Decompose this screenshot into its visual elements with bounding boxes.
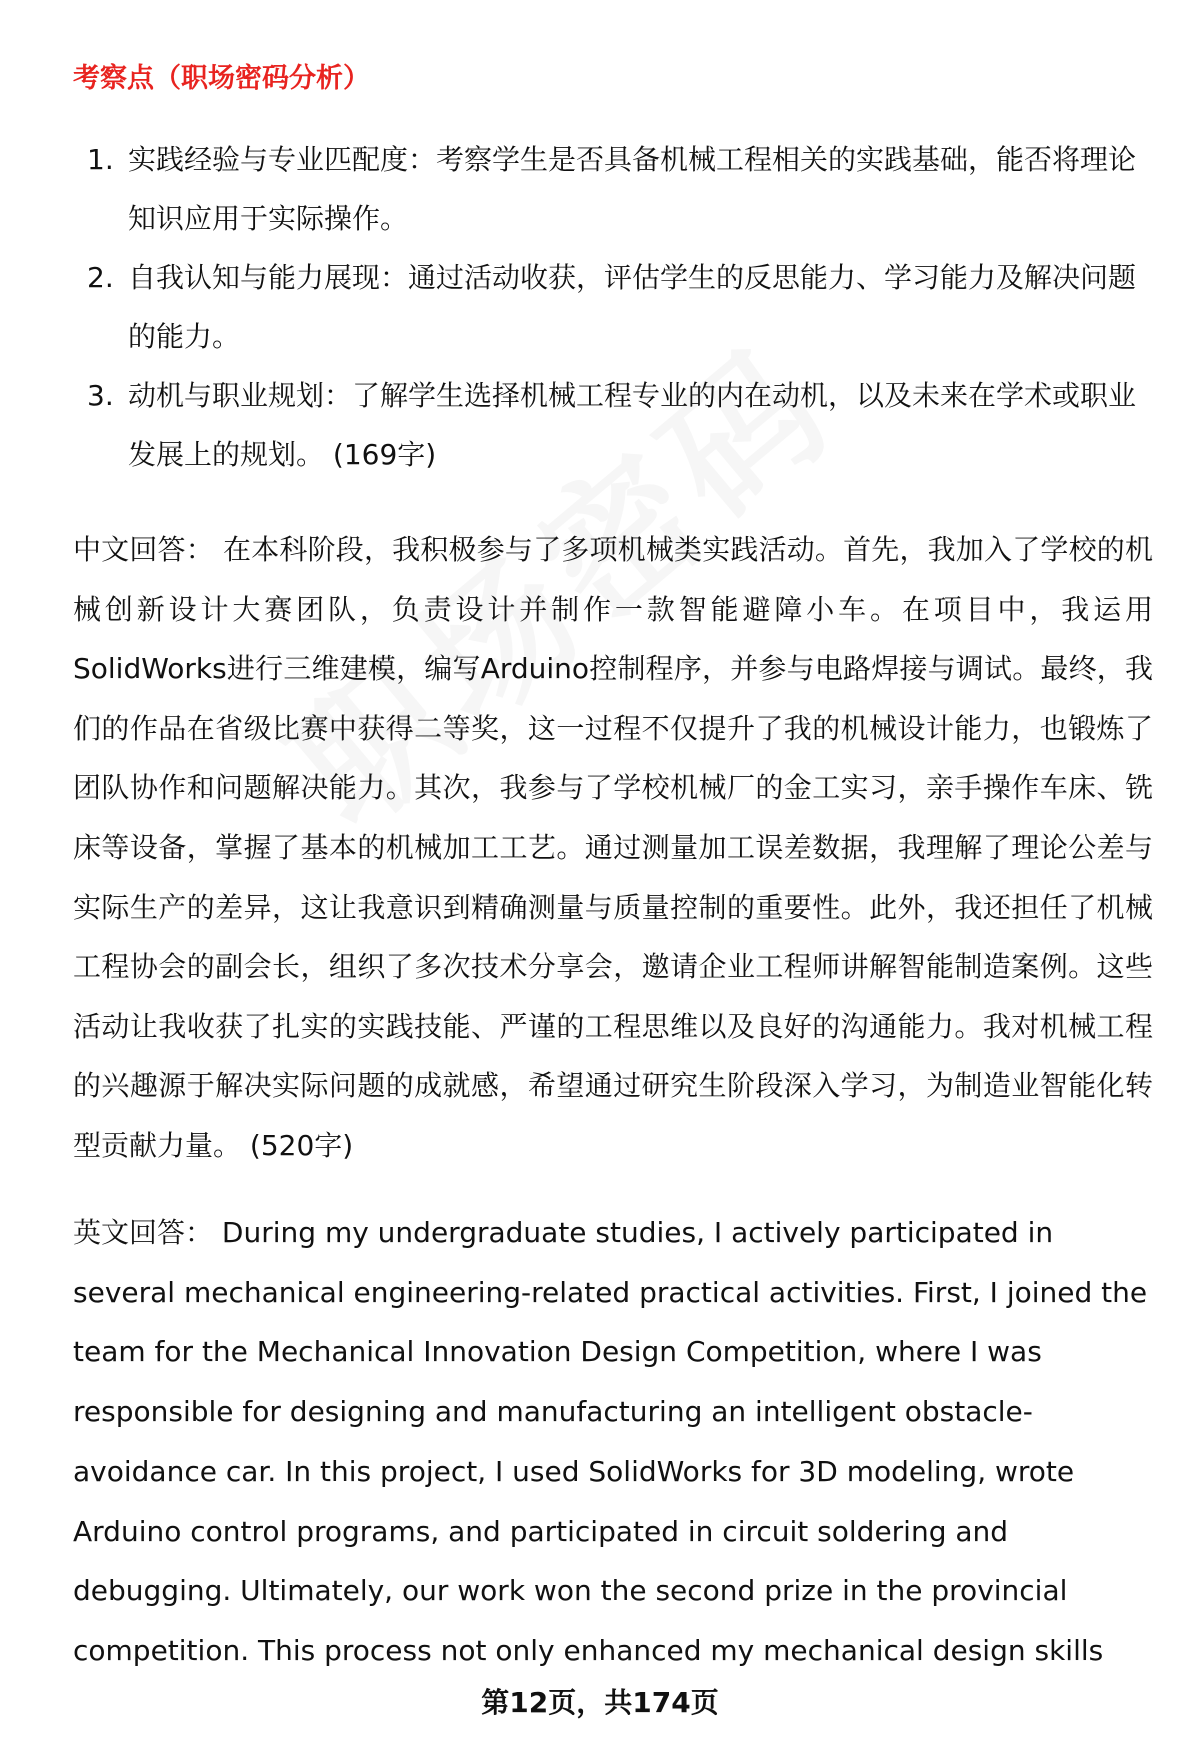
- point-text: 自我认知与能力展现：通过活动收获，评估学生的反思能力、学习能力及解决问题的能力。: [128, 261, 1137, 353]
- point-text: 动机与职业规划：了解学生选择机械工程专业的内在动机，以及未来在学术或职业发展上的规划。 (169字): [128, 379, 1137, 471]
- page-number-footer: 第12页，共174页: [481, 1686, 719, 1719]
- section-title: 考察点（职场密码分析）: [73, 63, 370, 94]
- english-answer: [73, 1203, 1153, 1681]
- chinese-answer-text: 在本科阶段，我积极参与了多项机械类实践活动。首先，我加入了学校的机械创新设计大赛团队，负责设计并制作一款智能避障小车。在项目中，我运用SolidWorks进行三维建模，编写Arduino控制程序，并参与电路焊接与调试。最终，我们的作品在省级比赛中获得二等奖，这一过程不仅提升了我的机械设计能力，也锻炼了团队协作和问题解决能力。其次，我参与了学校机械厂的金工实习，亲手操作车床、铣床等设备，掌握了基本的机械加工工艺。通过测量加工误差数据，我理解了理论公差与实际生产的差异，这让我意识到精确测量与质量控制的重要性。此外，我还担任了机械工程协会的副会长，组织了多次技术分享会，邀请企业工程师讲解智能制造案例。这些活动让我收获了扎实的实践技能、严谨的工程思维以及良好的沟通能力。我对机械工程的兴趣源于解决实际问题的成就感，希望通过研究生阶段深入学习，为制造业智能化转型贡献力量。 (520字): [73, 533, 1153, 1162]
- analysis-point: [73, 248, 1153, 366]
- point-number: 3.: [87, 379, 114, 412]
- analysis-point: [73, 130, 1153, 248]
- english-answer-text: During my undergraduate studies, I actively participated in several mechanical engineering-related practical activities. First, I joined the team for the Mechanical Innovation Design Competition, where I was responsible for designing and manufacturing an intelligent obstacle-avoidance car. In this project, I used SolidWorks for 3D modeling, wrote Arduino control programs, and participated in circuit soldering and debugging. Ultimately, our work won the second prize in the provincial competition. This process not only enhanced my mechanical design skills: [73, 1216, 1148, 1667]
- chinese-answer: [73, 520, 1153, 1176]
- analysis-point: [73, 366, 1153, 484]
- chinese-answer-label: 中文回答：: [73, 533, 214, 566]
- point-number: 2.: [87, 261, 114, 294]
- point-number: 1.: [87, 143, 114, 176]
- analysis-points-list: [73, 130, 1153, 484]
- point-text: 实践经验与专业匹配度：考察学生是否具备机械工程相关的实践基础，能否将理论知识应用于实际操作。: [128, 143, 1137, 235]
- english-answer-label: 英文回答：: [73, 1216, 214, 1249]
